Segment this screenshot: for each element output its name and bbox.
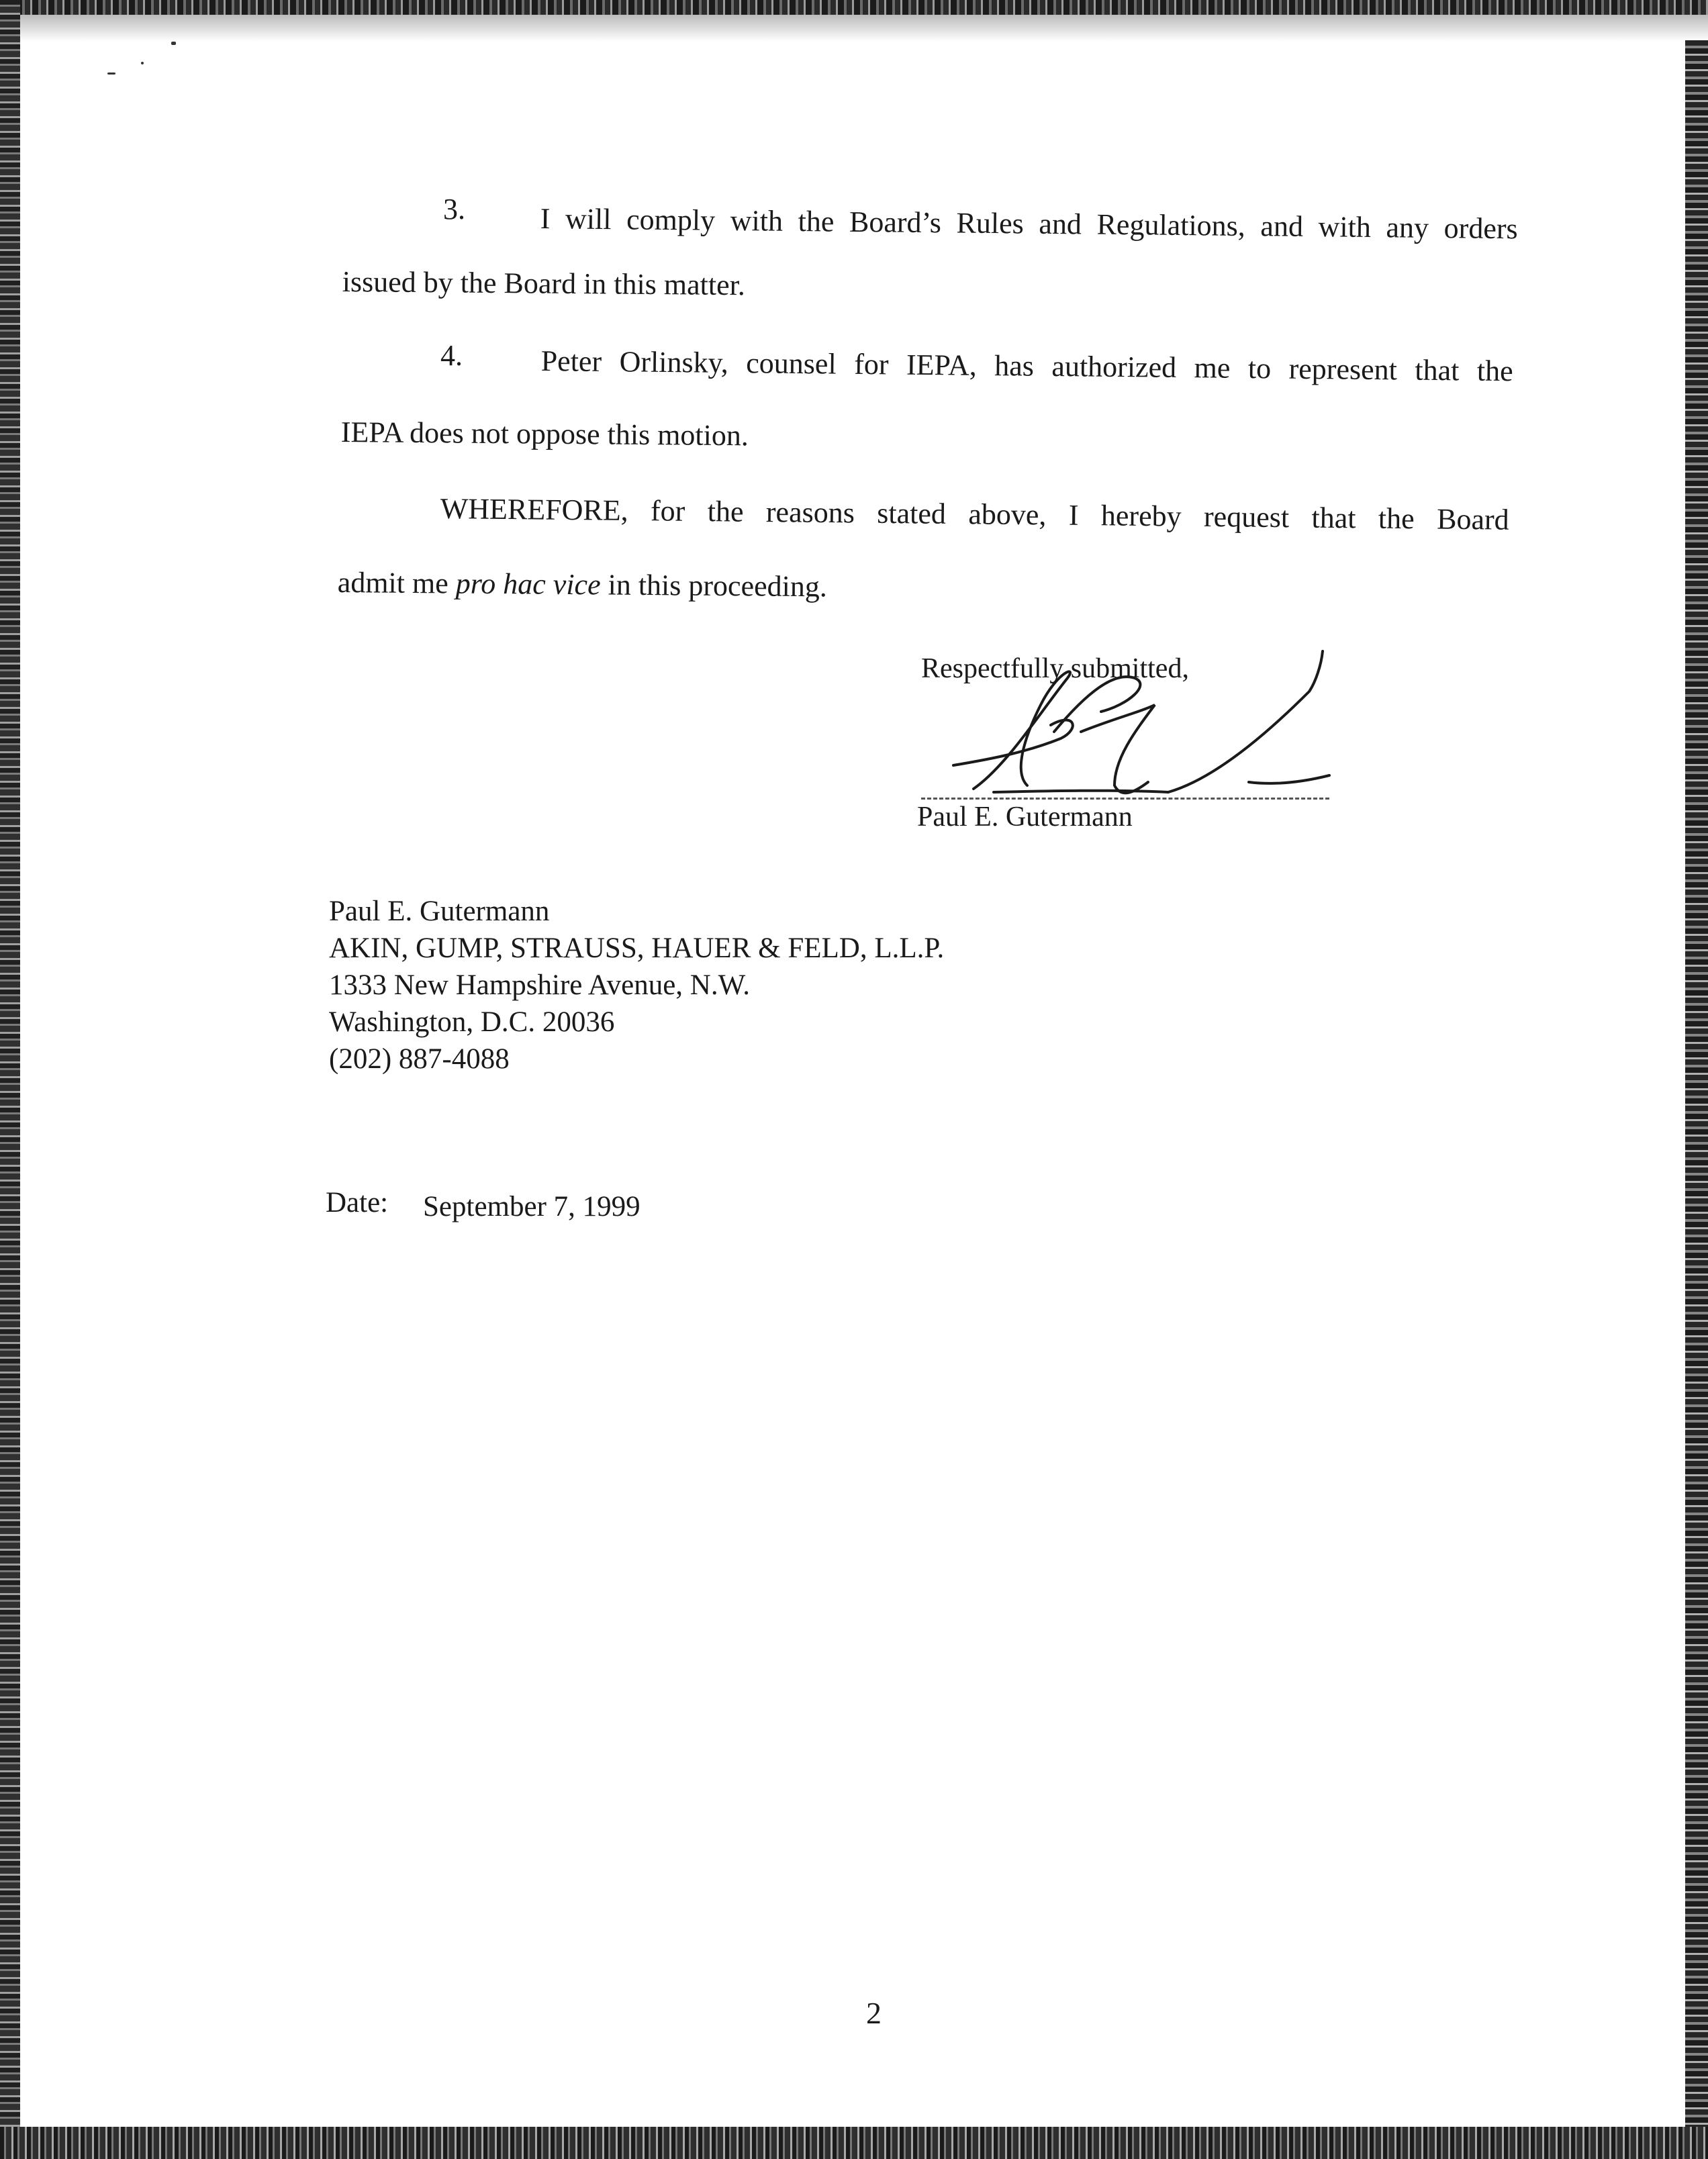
scan-edge-left	[0, 0, 20, 2159]
handwritten-signature	[913, 631, 1356, 806]
signature-line	[921, 798, 1329, 800]
address-firm: AKIN, GUMP, STRAUSS, HAUER & FELD, L.L.P.	[329, 932, 945, 964]
date-label: Date:	[326, 1187, 389, 1218]
paragraph-4-line-2: IEPA does not oppose this motion.	[340, 416, 749, 452]
paragraph-4-line-1: Peter Orlinsky, counsel for IEPA, has authorized me to represent that the	[540, 344, 1513, 388]
scan-edge-right	[1685, 40, 1708, 2159]
scan-speck	[171, 42, 176, 45]
scan-edge-bottom	[0, 2127, 1708, 2159]
address-name: Paul E. Gutermann	[329, 896, 550, 927]
address-street: 1333 New Hampshire Avenue, N.W.	[329, 969, 750, 1001]
wherefore-text-post: in this proceeding.	[600, 568, 828, 604]
wherefore-line-2	[338, 568, 827, 602]
paragraph-3-line-2: issued by the Board in this matter.	[342, 265, 746, 302]
wherefore-text-pre: admit me	[337, 566, 456, 600]
address-city: Washington, D.C. 20036	[329, 1006, 615, 1038]
pro-hac-vice-italic: pro hac vice	[455, 567, 601, 602]
address-phone: (202) 887-4088	[329, 1043, 510, 1075]
page-number: 2	[866, 1996, 882, 2030]
address-block	[329, 893, 944, 1077]
wherefore-line-1: WHEREFORE, for the reasons stated above, I hereby request that the Board	[440, 491, 1509, 536]
scan-shadow-top	[0, 15, 1708, 42]
paragraph-4-number: 4.	[440, 339, 463, 372]
paragraph-3-line-1: I will comply with the Board’s Rules and Regulations, and with any orders	[540, 201, 1518, 246]
scan-speck	[107, 73, 115, 75]
scan-edge-top	[0, 0, 1708, 15]
scan-speck	[141, 62, 144, 64]
paragraph-3-number: 3.	[443, 193, 465, 226]
date-value: September 7, 1999	[423, 1191, 640, 1222]
signer-name: Paul E. Gutermann	[917, 802, 1133, 832]
closing-respectfully-submitted: Respectfully submitted,	[921, 653, 1189, 684]
